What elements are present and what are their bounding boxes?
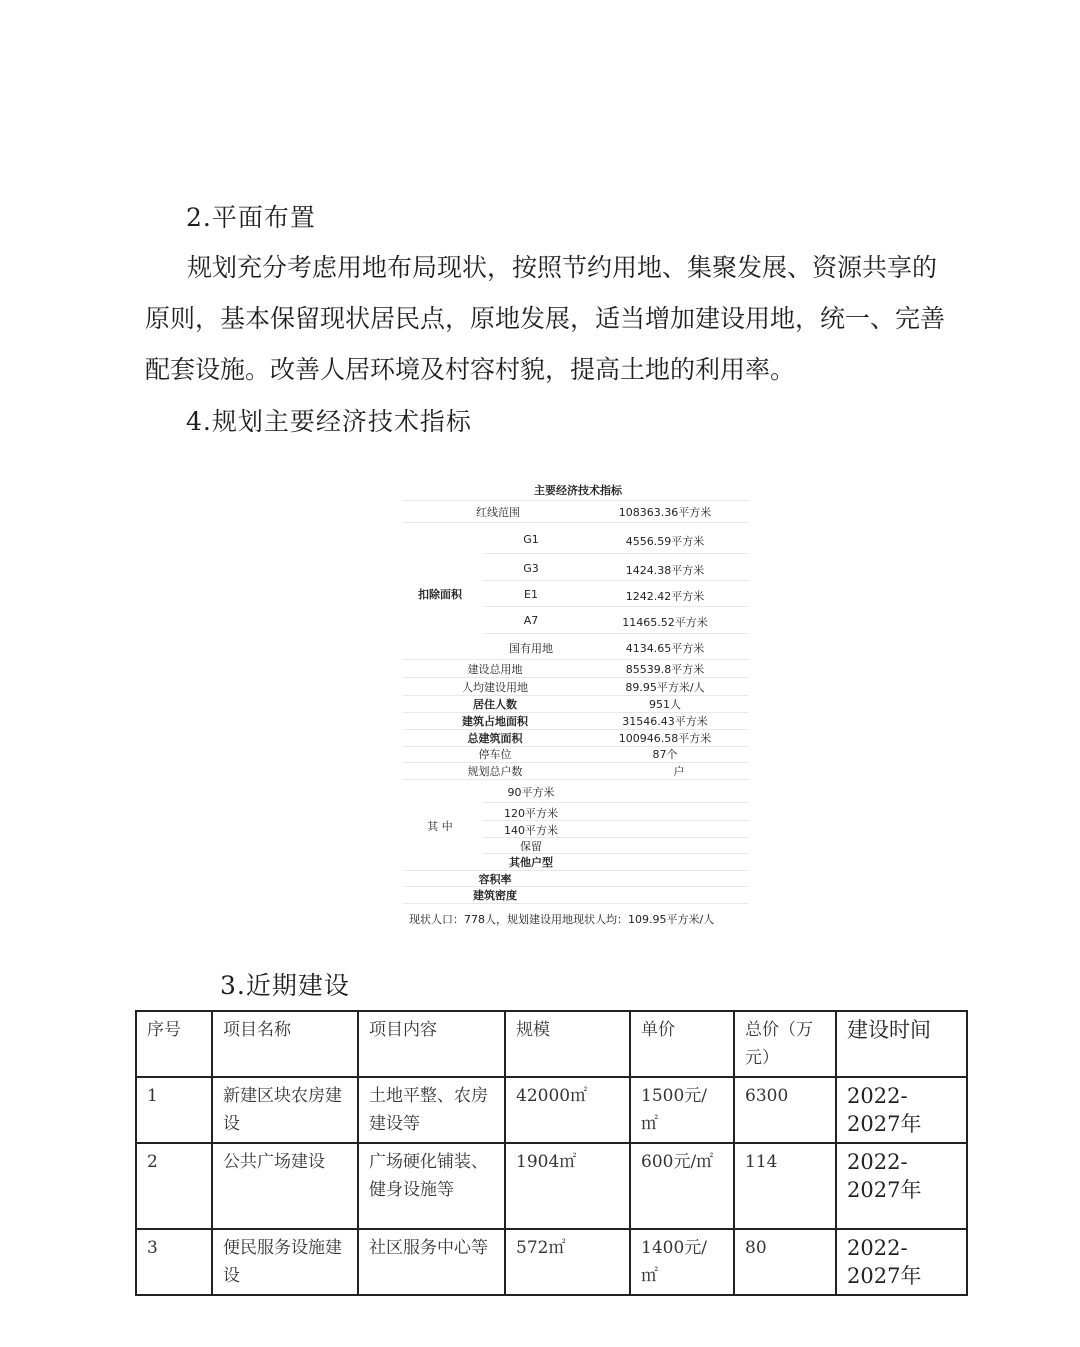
divider — [403, 677, 748, 678]
deduct-item-label: G3 — [523, 562, 539, 575]
deduct-item-value: 4556.59平方米 — [625, 535, 705, 548]
indicator-footnote: 现状人口：778人，规划建设用地现状人均：109.95平方米/人 — [409, 913, 715, 926]
deduct-item-label: E1 — [524, 588, 538, 601]
indicator-row-value: 31546.43平方米 — [622, 715, 708, 728]
cell-time: 2022-2027年 — [836, 1077, 967, 1143]
cell-scale: 1904㎡ — [505, 1143, 630, 1229]
cell-content: 广场硬化铺装、健身设施等 — [358, 1143, 505, 1229]
deduct-item-value: 1242.42平方米 — [625, 590, 705, 603]
divider — [403, 779, 748, 780]
divider — [483, 633, 748, 634]
indicator-title: 主要经济技术指标 — [534, 484, 622, 497]
indicator-row-value: 100946.58平方米 — [618, 732, 712, 745]
cell-scale: 572㎡ — [505, 1229, 630, 1295]
deduct-item-value: 4134.65平方米 — [625, 642, 705, 655]
divider — [403, 870, 748, 871]
cell-time: 2022-2027年 — [836, 1229, 967, 1295]
indicator-row-label: 居住人数 — [473, 698, 517, 711]
deduct-item-label: G1 — [523, 533, 539, 546]
indicator-row-label: 总建筑面积 — [467, 732, 523, 745]
divider — [483, 553, 748, 554]
column-header: 序号 — [136, 1011, 212, 1077]
indicator-row-value: 951人 — [649, 698, 681, 711]
cell-name: 新建区块农房建设 — [212, 1077, 358, 1143]
column-header: 规模 — [505, 1011, 630, 1077]
among-item: 90平方米 — [507, 786, 555, 799]
among-item: 其他户型 — [509, 856, 553, 869]
cell-time: 2022-2027年 — [836, 1143, 967, 1229]
cell-content: 社区服务中心等 — [358, 1229, 505, 1295]
cell-unit-price: 1500元/㎡ — [630, 1077, 734, 1143]
divider — [403, 886, 748, 887]
indicator-row-label: 规划总户数 — [467, 765, 523, 778]
section-heading-layout: 2.平面布置 — [186, 203, 316, 232]
among-item: 140平方米 — [504, 824, 558, 837]
among-item: 120平方米 — [504, 807, 558, 820]
deduct-item-label: A7 — [523, 614, 539, 627]
table-header-row — [136, 1011, 967, 1077]
divider — [403, 500, 748, 501]
deduct-item-value: 1424.38平方米 — [625, 564, 705, 577]
indicator-row-label: 人均建设用地 — [462, 681, 528, 694]
cell-no: 3 — [136, 1229, 212, 1295]
cell-total: 80 — [734, 1229, 836, 1295]
table-row — [136, 1143, 967, 1229]
divider — [403, 659, 748, 660]
divider — [483, 820, 748, 821]
layout-paragraph — [145, 242, 955, 395]
cell-total: 6300 — [734, 1077, 836, 1143]
column-header: 总价（万元） — [734, 1011, 836, 1077]
indicator-row-value: 87个 — [652, 748, 678, 761]
cell-content: 土地平整、农房建设等 — [358, 1077, 505, 1143]
indicator-row-label: 建筑占地面积 — [462, 715, 528, 728]
redline-label: 红线范围 — [476, 506, 520, 519]
divider — [403, 522, 748, 523]
cell-no: 1 — [136, 1077, 212, 1143]
table-row — [136, 1229, 967, 1295]
deduct-item-label: 国有用地 — [509, 642, 553, 655]
divider — [483, 802, 748, 803]
paragraph-line: 配套设施。改善人居环境及村容村貌，提高土地的利用率。 — [145, 355, 796, 384]
table-row — [136, 1077, 967, 1143]
among-item: 保留 — [520, 840, 542, 853]
paragraph-line: 原则，基本保留现状居民点，原地发展，适当增加建设用地，统一、完善 — [145, 304, 946, 333]
indicator-row-label: 停车位 — [478, 748, 512, 761]
cell-no: 2 — [136, 1143, 212, 1229]
indicator-row-label: 建筑密度 — [473, 889, 517, 902]
column-header: 项目名称 — [212, 1011, 358, 1077]
near-term-table — [135, 1010, 968, 1296]
cell-name: 便民服务设施建设 — [212, 1229, 358, 1295]
indicator-row-label: 容积率 — [478, 873, 512, 886]
redline-value: 108363.36平方米 — [618, 506, 712, 519]
paragraph-line: 规划充分考虑用地布局现状，按照节约用地、集聚发展、资源共享的 — [187, 253, 938, 282]
cell-unit-price: 1400元/㎡ — [630, 1229, 734, 1295]
section-heading-near-term: 3.近期建设 — [220, 971, 350, 1000]
divider — [403, 762, 748, 763]
divider — [403, 903, 748, 904]
cell-total: 114 — [734, 1143, 836, 1229]
divider — [483, 606, 748, 607]
indicator-table-figure — [403, 476, 748, 932]
among-label: 其 中 — [427, 820, 453, 833]
cell-name: 公共广场建设 — [212, 1143, 358, 1229]
column-header: 单价 — [630, 1011, 734, 1077]
section-heading-indicators: 4.规划主要经济技术指标 — [186, 407, 472, 436]
cell-scale: 42000㎡ — [505, 1077, 630, 1143]
cell-unit-price: 600元/㎡ — [630, 1143, 734, 1229]
divider — [403, 746, 748, 747]
indicator-row-value: 89.95平方米/人 — [625, 681, 705, 694]
deduct-label: 扣除面积 — [418, 588, 462, 601]
deduct-item-value: 11465.52平方米 — [622, 616, 708, 629]
column-header: 项目内容 — [358, 1011, 505, 1077]
indicator-row-value: 85539.8平方米 — [625, 663, 705, 676]
divider — [483, 580, 748, 581]
indicator-row-value: 户 — [673, 765, 685, 778]
indicator-row-label: 建设总用地 — [467, 663, 523, 676]
divider — [403, 695, 748, 696]
column-header: 建设时间 — [836, 1011, 967, 1077]
